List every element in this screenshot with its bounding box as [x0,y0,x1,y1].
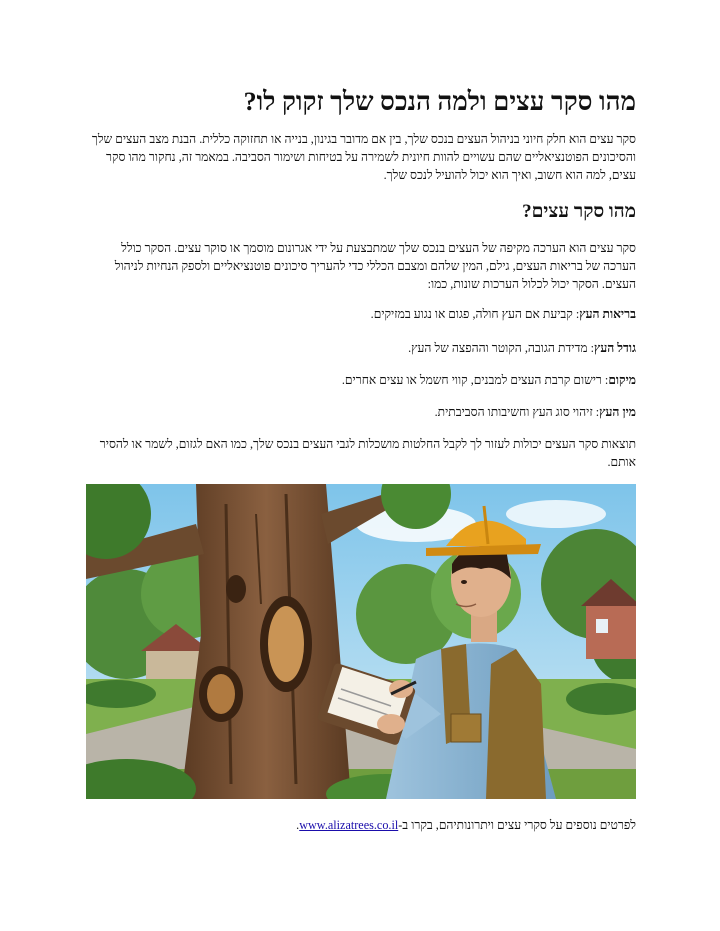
list-item-term: מיקום [608,373,636,387]
website-link[interactable]: www.alizatrees.co.il [299,818,399,832]
conclusion-paragraph: תוצאות סקר העצים יכולות לעזור לך לקבל החלטות מושכלות לגבי העצים בנכס שלך, כמו האם לגזום, לשמר או להסיר אותם. [99,437,636,469]
section-heading: מהו סקר עצים? [522,201,636,222]
list-item [86,339,636,357]
list-item-term: בריאות העץ [579,307,636,321]
footer-end: . [296,818,300,832]
list-item [86,371,636,389]
intro-paragraph: סקר עצים הוא חלק חיוני בניהול העצים בנכס שלך, בין אם מדובר בגינון, בנייה או תחזוקה כללית. הבנת מצב העצים שלך והסיכונים הפוטנציאליים שהם עשויים להוות חיונית לשמירה על בטיחות ושימור הסביבה. במאמר זה, נחקור מהו סקר עצים, למה הוא חשוב, ואיך הוא יכול להועיל לנכס שלך. [91,132,636,182]
list-item [86,305,636,323]
footer-text: לפרטים נוספים על סקרי עצים ויתרונותיהם, בקרו ב- [398,818,636,832]
list-item-text: : רישום קרבת העצים למבנים, קווי חשמל או עצים אחרים. [341,373,609,387]
list-item-text: : זיהוי סוג העץ וחשיבותו הסביבתית. [434,405,600,419]
list-item-text: : מדידת הגובה, הקוטר וההפצה של העץ. [408,341,594,355]
list-item-term: מין העץ [599,405,636,419]
section-paragraph: סקר עצים הוא הערכה מקיפה של העצים בנכס שלך שמתבצעת על ידי אגרונום מוסמך או סוקר עצים. הסקר כולל הערכה של בריאות העצים, גילם, המין שלהם ומצבם הכללי כדי להעריך סיכונים פוטנציאליים ולספק הנחיות לניהול העצים. הסקר יכול לכלול הערכות שונות, כמו: [114,241,636,291]
arborist-illustration [86,484,636,799]
page-title: מהו סקר עצים ולמה הנכס שלך זקוק לו? [243,87,636,116]
list-item [86,403,636,421]
footer-line [86,816,636,834]
list-item-text: : קביעת אם העץ חולה, פגום או נגוע במזיקים. [370,307,580,321]
list-item-term: גודל העץ [593,341,636,355]
